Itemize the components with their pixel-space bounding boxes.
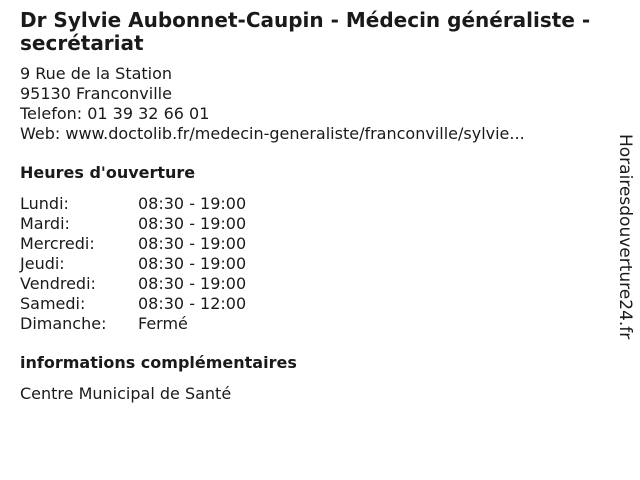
- additional-info-text: Centre Municipal de Santé: [20, 384, 232, 403]
- time-value: 08:30 - 19:00: [138, 274, 247, 293]
- hours-row-mardi: [20, 214, 280, 234]
- day-label: Mercredi:: [20, 234, 95, 253]
- hours-row-samedi: [20, 294, 280, 314]
- phone-number: Telefon: 01 39 32 66 01: [20, 104, 210, 123]
- hours-row-lundi: [20, 194, 280, 214]
- hours-row-jeudi: [20, 254, 280, 274]
- time-value: 08:30 - 19:00: [138, 234, 247, 253]
- time-value: Fermé: [138, 314, 188, 333]
- page-title: Dr Sylvie Aubonnet-Caupin - Médecin généraliste - secrétariat: [20, 8, 591, 55]
- day-label: Lundi:: [20, 194, 69, 213]
- hours-row-vendredi: [20, 274, 280, 294]
- day-label: Mardi:: [20, 214, 70, 233]
- hours-row-mercredi: [20, 234, 280, 254]
- day-label: Samedi:: [20, 294, 86, 313]
- site-watermark: Horairesdouverture24.fr: [615, 134, 635, 340]
- street-address: 9 Rue de la Station: [20, 64, 173, 83]
- address-block: [20, 64, 525, 144]
- day-label: Dimanche:: [20, 314, 107, 333]
- hours-row-dimanche: [20, 314, 280, 334]
- additional-info-heading: informations complémentaires: [20, 353, 297, 372]
- time-value: 08:30 - 19:00: [138, 214, 247, 233]
- time-value: 08:30 - 19:00: [138, 254, 247, 273]
- opening-hours-heading: Heures d'ouverture: [20, 163, 196, 182]
- website-link[interactable]: Web: www.doctolib.fr/medecin-generaliste/franconville/sylvie...: [20, 124, 525, 143]
- city-postal-code: 95130 Franconville: [20, 84, 172, 103]
- day-label: Vendredi:: [20, 274, 96, 293]
- day-label: Jeudi:: [20, 254, 65, 273]
- opening-hours-table: [20, 194, 280, 334]
- time-value: 08:30 - 19:00: [138, 194, 247, 213]
- time-value: 08:30 - 12:00: [138, 294, 247, 313]
